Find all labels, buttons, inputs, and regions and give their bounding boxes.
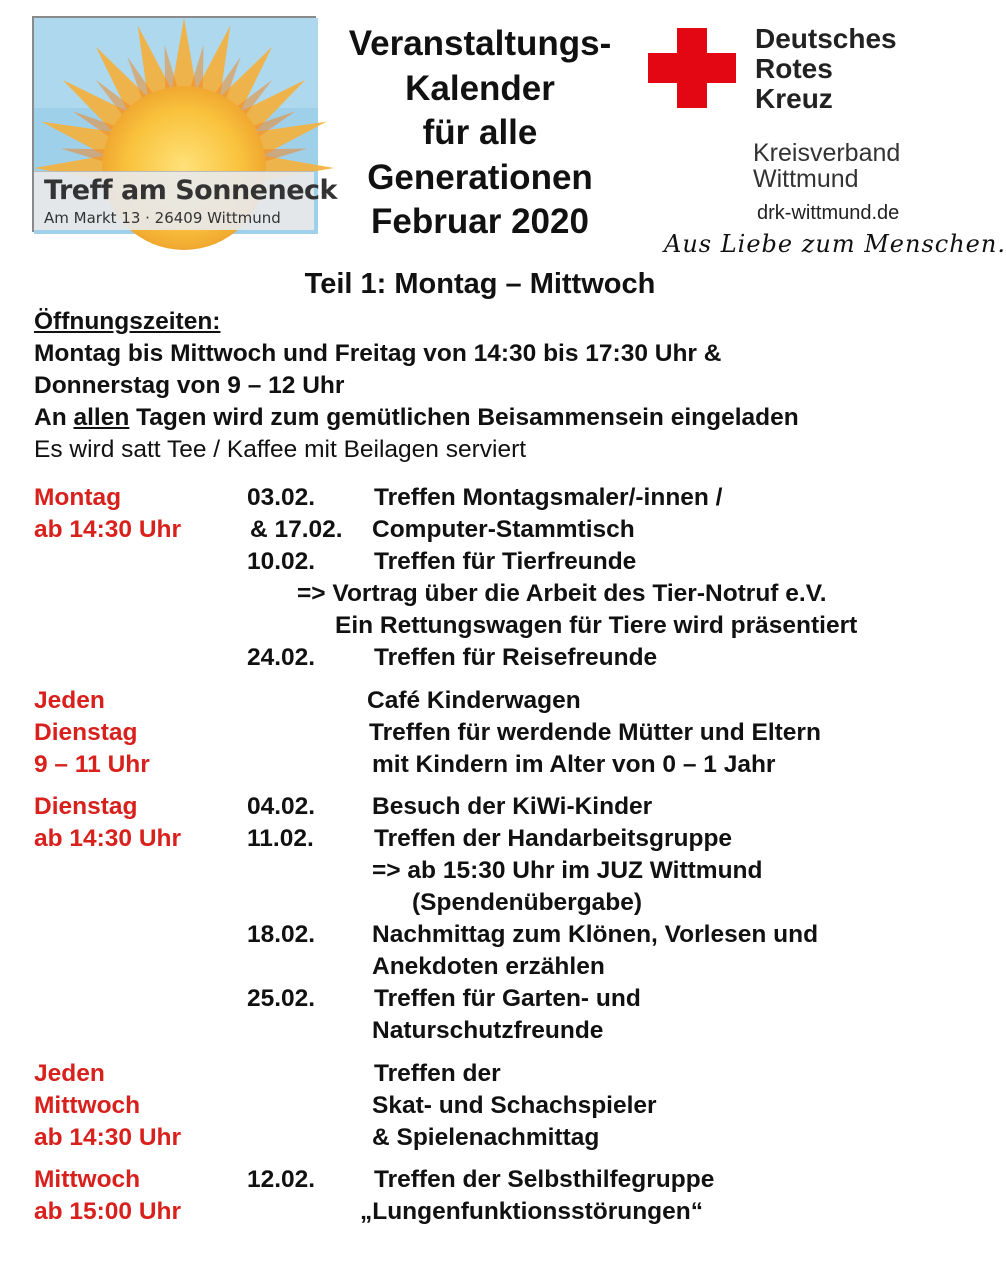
event-day-label: Jeden	[34, 687, 105, 714]
event-date: 24.02.	[247, 644, 316, 671]
event-text: Café Kinderwagen	[367, 687, 581, 714]
event-time-label: ab 14:30 Uhr	[34, 516, 182, 543]
title-line: für alle	[422, 113, 538, 152]
drk-sub-line: Wittmund	[753, 165, 859, 193]
event-date: 10.02.	[247, 548, 316, 575]
event-time-label: ab 15:00 Uhr	[34, 1198, 182, 1225]
event-text: Treffen für Tierfreunde	[374, 548, 637, 575]
drk-name	[755, 24, 897, 114]
calendar-title	[325, 22, 635, 245]
opening-heading: Öffnungszeiten:	[34, 308, 221, 335]
event-text: Skat- und Schachspieler	[372, 1092, 657, 1119]
opening-line-emphasis: allen	[73, 404, 130, 431]
event-text: Treffen für Garten- und	[374, 985, 641, 1012]
drk-slogan: Aus Liebe zum Menschen.	[664, 230, 1006, 258]
event-date: 25.02.	[247, 985, 316, 1012]
title-line: Februar 2020	[371, 202, 589, 241]
event-date: 18.02.	[247, 921, 316, 948]
event-text: Treffen für werdende Mütter und Eltern	[369, 719, 821, 746]
event-text: => Vortrag über die Arbeit des Tier-Notruf e.V.	[297, 580, 827, 607]
event-text: (Spendenübergabe)	[412, 889, 643, 916]
subtitle: Teil 1: Montag – Mittwoch	[304, 268, 656, 300]
drk-name-line: Deutsches	[755, 23, 897, 54]
logo-address: Am Markt 13 · 26409 Wittmund	[44, 209, 281, 227]
event-date: & 17.02.	[250, 516, 343, 543]
event-text: Naturschutzfreunde	[372, 1017, 604, 1044]
logo-caption-band	[34, 171, 337, 230]
event-day-label: Montag	[34, 484, 122, 511]
event-time-label: ab 14:30 Uhr	[34, 825, 182, 852]
opening-line: Es wird satt Tee / Kaffee mit Beilagen serviert	[34, 436, 527, 463]
event-text: => ab 15:30 Uhr im JUZ Wittmund	[372, 857, 763, 884]
opening-line	[34, 402, 799, 434]
event-time-label: 9 – 11 Uhr	[34, 751, 150, 778]
opening-line: Donnerstag von 9 – 12 Uhr	[34, 372, 345, 399]
title-line: Generationen	[367, 157, 593, 197]
drk-website: drk-wittmund.de	[757, 202, 900, 224]
event-date: 11.02.	[247, 825, 314, 852]
event-text: Besuch der KiWi-Kinder	[372, 793, 653, 820]
event-text: mit Kindern im Alter von 0 – 1 Jahr	[372, 751, 776, 778]
event-time-label: ab 14:30 Uhr	[34, 1124, 182, 1151]
event-text: Treffen der Handarbeitsgruppe	[374, 825, 733, 852]
event-date: 04.02.	[247, 793, 316, 820]
event-day-label: Mittwoch	[34, 1092, 141, 1119]
event-text: „Lungenfunktionsstörungen“	[360, 1198, 703, 1225]
event-text: Treffen für Reisefreunde	[374, 644, 658, 671]
opening-line-pre: An	[34, 404, 74, 431]
event-text: Anekdoten erzählen	[372, 953, 605, 980]
event-text: Treffen der	[374, 1060, 501, 1087]
opening-line: Montag bis Mittwoch und Freitag von 14:30 bis 17:30 Uhr &	[34, 340, 722, 367]
event-text: & Spielenachmittag	[372, 1124, 600, 1151]
drk-sub-line: Kreisverband	[753, 139, 901, 167]
sonneneck-logo	[32, 16, 337, 232]
event-day-label: Dienstag	[34, 719, 138, 746]
drk-name-line: Kreuz	[755, 83, 833, 114]
title-line: Kalender	[405, 68, 555, 108]
event-text: Treffen Montagsmaler/-innen /	[374, 484, 723, 511]
event-text: Ein Rettungswagen für Tiere wird präsentiert	[335, 612, 858, 639]
event-date: 12.02.	[247, 1166, 316, 1193]
drk-name-line: Rotes	[755, 53, 833, 84]
logo-name: Treff am Sonneneck	[44, 175, 337, 206]
event-text: Computer-Stammtisch	[372, 516, 635, 543]
title-line: Veranstaltungs-	[348, 24, 612, 63]
opening-line-post: Tagen wird zum gemütlichen Beisammensein eingeladen	[129, 404, 799, 431]
event-date: 03.02.	[247, 484, 316, 511]
drk-kreisverband	[753, 140, 900, 192]
event-day-label: Jeden	[34, 1060, 105, 1087]
event-text: Nachmittag zum Klönen, Vorlesen und	[372, 921, 819, 948]
event-text: Treffen der Selbsthilfegruppe	[374, 1166, 715, 1193]
event-day-label: Dienstag	[34, 793, 138, 820]
event-day-label: Mittwoch	[34, 1166, 141, 1193]
red-cross-icon	[648, 28, 736, 108]
